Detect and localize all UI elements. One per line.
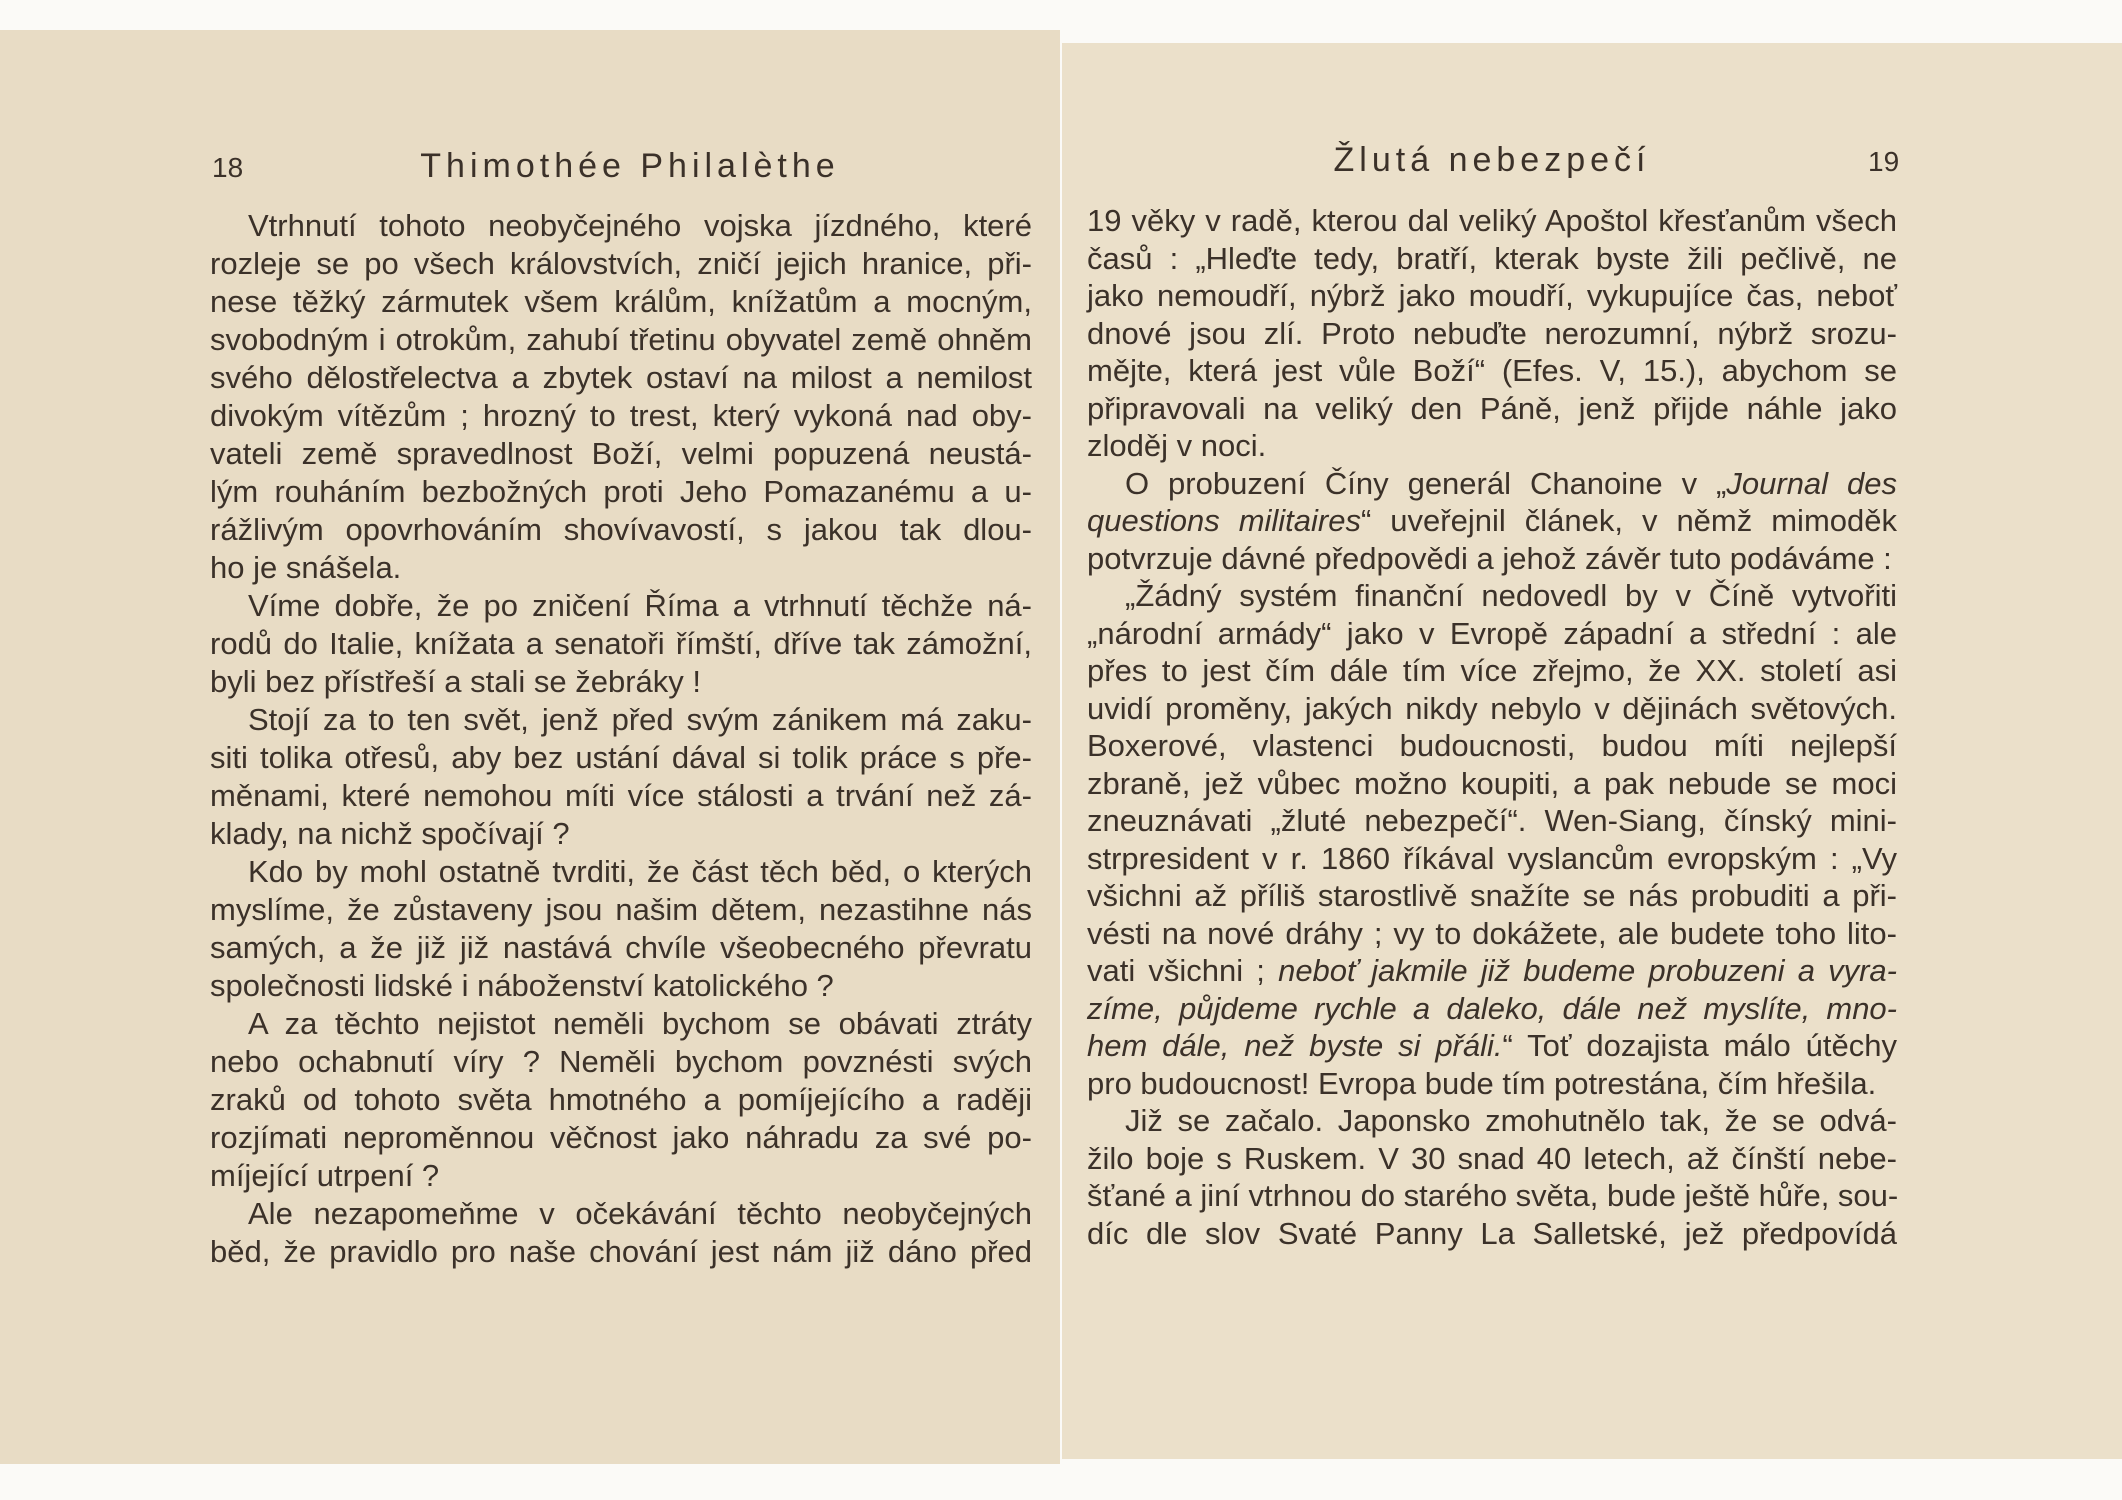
text-segment: myslíme, že zůstaveny jsou našim dětem, nezastihne nás xyxy=(210,892,1032,927)
text-segment: rážlivým opovrhováním shovívavostí, s jakou tak dlou- xyxy=(210,512,1032,547)
text-line xyxy=(1087,1027,1897,1065)
text-line xyxy=(210,435,1032,473)
text-segment: společnosti lidské i náboženství katolického ? xyxy=(210,968,834,1003)
text-segment: rozjímati neproměnnou věčnost jako náhradu za své po- xyxy=(210,1120,1032,1155)
text-segment: ho je snášela. xyxy=(210,550,402,585)
text-segment: Vtrhnutí tohoto neobyčejného vojska jízdného, které xyxy=(248,208,1032,243)
text-line xyxy=(1087,690,1897,728)
text-line xyxy=(210,1119,1032,1157)
text-segment: svého dělostřelectva a zbytek ostaví na milost a nemilost xyxy=(210,360,1032,395)
text-segment: siti tolika otřesů, aby bez ustání dával si tolik práce s pře- xyxy=(210,740,1032,775)
italic-text: zíme, půjdeme rychle a daleko, dále než myslíte, mno- xyxy=(1087,990,1897,1026)
body-text xyxy=(1087,202,1897,1252)
text-line xyxy=(210,1081,1032,1119)
text-line xyxy=(1087,615,1897,653)
text-segment: svobodným i otrokům, zahubí třetinu obyvatel země ohněm xyxy=(210,322,1032,357)
text-line xyxy=(1087,202,1897,240)
text-line xyxy=(1087,840,1897,878)
text-segment: Víme dobře, že po zničení Říma a vtrhnutí těchže ná- xyxy=(248,588,1032,623)
text-line xyxy=(1087,315,1897,353)
text-segment: rozleje se po všech královstvích, zničí jejich hranice, při- xyxy=(210,246,1032,281)
text-segment: časů : „Hleďte tedy, bratří, kterak byste žili pečlivě, ne xyxy=(1087,240,1897,276)
text-segment: zraků od tohoto světa hmotného a pomíjejícího a raději xyxy=(210,1082,1032,1117)
italic-text: hem dále, než byste si přáli. xyxy=(1087,1028,1503,1063)
text-line xyxy=(1087,1140,1897,1178)
text-segment: Kdo by mohl ostatně tvrditi, že část těch běd, o kterých xyxy=(248,854,1032,889)
text-line xyxy=(1087,577,1897,615)
running-head: Žlutá nebezpečí xyxy=(1333,141,1651,179)
text-segment: samých, a že již již nastává chvíle všeobecného převratu xyxy=(210,930,1032,965)
text-line xyxy=(1087,502,1897,540)
text-segment: 19 věky v radě, kterou dal veliký Apoštol křesťanům všech xyxy=(1087,203,1897,238)
text-line xyxy=(1087,277,1897,315)
text-segment: Stojí za to ten svět, jenž před svým zánikem má zaku- xyxy=(248,702,1032,737)
text-segment: rodů do Italie, knížata a senatoři římští, dříve tak zámožní, xyxy=(210,626,1032,661)
text-segment: Již se začalo. Japonsko zmohutnělo tak, že se odvá- xyxy=(1125,1103,1897,1138)
text-segment: uvidí proměny, jakých nikdy nebylo v dějinách světových. xyxy=(1087,690,1897,726)
italic-text: Journal des xyxy=(1726,465,1897,501)
text-line xyxy=(210,1157,1032,1195)
text-segment: díc dle slov Svaté Panny La Salletské, jež předpovídá xyxy=(1087,1215,1897,1251)
text-segment: potvrzuje dávné předpovědi a jehož závěr tuto podáváme : xyxy=(1087,540,1892,576)
text-line xyxy=(1087,990,1897,1028)
text-line xyxy=(210,701,1032,739)
text-segment: nebo ochabnutí víry ? Neměli bychom povznésti svých xyxy=(210,1044,1032,1079)
text-segment: šťané a jiní vtrhnou do starého světa, bude ještě hůře, sou- xyxy=(1087,1178,1899,1213)
text-segment: Ale nezapomeňme v očekávání těchto neobyčejných xyxy=(248,1196,1032,1231)
running-head: Thimothée Philalèthe xyxy=(420,147,840,185)
text-line xyxy=(1087,390,1897,428)
text-line xyxy=(1087,765,1897,803)
right-page xyxy=(1062,43,2122,1459)
text-segment: dnové jsou zlí. Proto nebuďte nerozumní, nýbrž srozu- xyxy=(1087,315,1897,351)
text-line xyxy=(210,359,1032,397)
text-line xyxy=(210,511,1032,549)
text-segment: žilo boje s Ruskem. V 30 snad 40 letech, až čínští nebe- xyxy=(1087,1140,1897,1176)
text-line xyxy=(210,967,1032,1005)
text-line xyxy=(210,1233,1032,1271)
text-segment: “ Toť dozajista málo útěchy xyxy=(1502,1028,1897,1063)
text-segment: přes to jest čím dále tím více zřejmo, že XX. století asi xyxy=(1087,653,1897,688)
body-text xyxy=(210,207,1032,1271)
text-line xyxy=(210,625,1032,663)
text-line xyxy=(1087,1215,1897,1253)
text-segment: „národní armády“ jako v Evropě západní a střední : ale xyxy=(1087,615,1897,651)
text-segment: měnami, které nemohou míti více stálosti a trvání než zá- xyxy=(210,778,1032,813)
text-line xyxy=(210,1195,1032,1233)
text-line xyxy=(210,853,1032,891)
text-segment: klady, na nichž spočívají ? xyxy=(210,816,570,851)
text-segment: všichni až příliš starostlivě snažíte se nás probuditi a při- xyxy=(1087,878,1897,913)
text-line xyxy=(1087,727,1897,765)
text-line xyxy=(210,549,1032,587)
text-line xyxy=(210,321,1032,359)
text-segment: běd, že pravidlo pro naše chování jest nám již dáno před xyxy=(210,1234,1032,1269)
text-line xyxy=(210,891,1032,929)
text-line xyxy=(1087,952,1897,990)
text-segment: Boxerové, vlastenci budoucnosti, budou míti nejlepší xyxy=(1087,728,1897,763)
text-line xyxy=(1087,240,1897,278)
text-line xyxy=(1087,877,1897,915)
italic-text: questions militaires xyxy=(1087,503,1361,538)
text-segment: mějte, která jest vůle Boží“ (Efes. V, 15.), abychom se xyxy=(1087,353,1897,388)
text-segment: “ uveřejnil článek, v němž mimoděk xyxy=(1360,503,1897,538)
text-line xyxy=(210,1005,1032,1043)
text-line xyxy=(210,207,1032,245)
text-segment: připravovali na veliký den Páně, jenž přijde náhle jako xyxy=(1087,390,1897,426)
text-segment: strpresident v r. 1860 říkával vyslancům evropským : „Vy xyxy=(1087,840,1897,876)
page-number: 19 xyxy=(1868,146,1900,177)
text-segment: byli bez přístřeší a stali se žebráky ! xyxy=(210,664,702,699)
text-line xyxy=(1087,652,1897,690)
text-line xyxy=(1087,915,1897,953)
text-line xyxy=(210,245,1032,283)
text-line xyxy=(210,397,1032,435)
text-segment: vésti na nové dráhy ; vy to dokážete, ale budete toho lito- xyxy=(1087,915,1897,951)
text-segment: divokým vítězům ; hrozný to trest, který vykoná nad oby- xyxy=(210,398,1032,433)
italic-text: neboť jakmile již budeme probuzeni a vyra- xyxy=(1278,953,1897,988)
text-line xyxy=(1087,1102,1897,1140)
text-line xyxy=(1087,352,1897,390)
text-segment: nese těžký zármutek všem králům, knížatům a mocným, xyxy=(210,284,1032,319)
text-segment: vateli země spravedlnost Boží, velmi popuzená neustá- xyxy=(210,436,1032,471)
text-line xyxy=(1087,802,1897,840)
text-line xyxy=(210,815,1032,853)
text-line xyxy=(210,283,1032,321)
text-line xyxy=(210,739,1032,777)
text-segment: míjející utrpení ? xyxy=(210,1158,440,1193)
text-line xyxy=(210,777,1032,815)
text-segment: lým rouháním bezbožných proti Jeho Pomazanému a u- xyxy=(210,474,1032,509)
text-segment: jako nemoudří, nýbrž jako moudří, vykupujíce čas, neboť xyxy=(1087,278,1897,313)
text-segment: zneuznávati „žluté nebezpečí“. Wen-Siang, čínský mini- xyxy=(1087,803,1897,838)
text-segment: zloděj v noci. xyxy=(1087,428,1267,463)
left-page xyxy=(0,30,1060,1464)
text-line xyxy=(1087,427,1897,465)
text-line xyxy=(1087,540,1897,578)
text-segment: A za těchto nejistot neměli bychom se obávati ztráty xyxy=(248,1006,1032,1041)
text-line xyxy=(1087,1065,1897,1103)
text-line xyxy=(210,1043,1032,1081)
text-segment: zbraně, jež vůbec možno koupiti, a pak nebude se moci xyxy=(1087,765,1897,801)
text-line xyxy=(210,473,1032,511)
text-line xyxy=(1087,465,1897,503)
text-segment: O probuzení Číny generál Chanoine v „ xyxy=(1125,465,1727,501)
text-segment: vati všichni ; xyxy=(1087,953,1279,988)
text-line xyxy=(210,929,1032,967)
text-line xyxy=(210,663,1032,701)
text-line xyxy=(1087,1177,1897,1215)
page-number: 18 xyxy=(212,152,244,183)
text-segment: „Žádný systém finanční nedovedl by v Číně vytvořiti xyxy=(1125,578,1897,613)
text-line xyxy=(210,587,1032,625)
text-segment: pro budoucnost! Evropa bude tím potrestána, čím hřešila. xyxy=(1087,1065,1877,1101)
